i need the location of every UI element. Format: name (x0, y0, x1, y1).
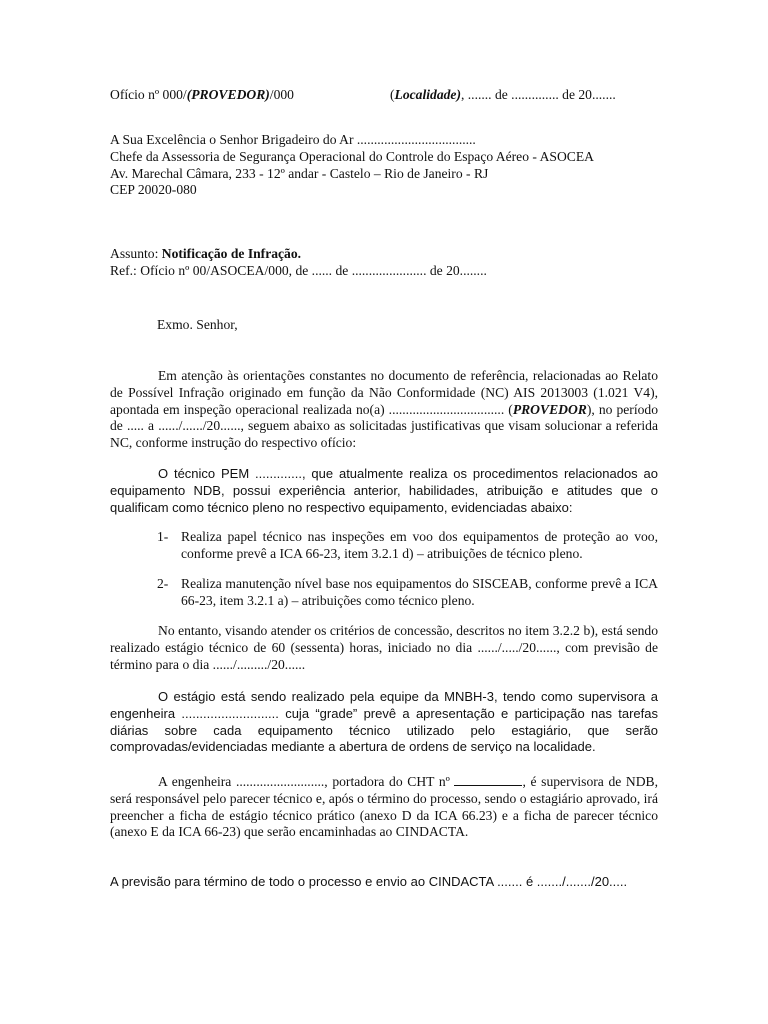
paragraph-3: No entanto, visando atender os critérios de concessão, descritos no item 3.2.2 b), está sendo realizado estágio técnico de 60 (sessenta) horas, iniciado no dia ....../...../20......, com previsão de término para o dia ....../........./20...... (110, 623, 658, 672)
subject-label: Assunto: (110, 246, 162, 261)
oficio-prefix: Ofício nº 000/ (110, 87, 187, 102)
list-item-2-text: Realiza manutenção nível base nos equipamentos do SISCEAB, conforme prevê a ICA 66-23, item 3.2.1 a) – atribuições como técnico pleno. (181, 576, 658, 608)
oficio-suffix: /000 (269, 87, 294, 102)
list-item-2 (157, 576, 658, 610)
list-item-1-number: 1- (157, 529, 169, 544)
list-item-1-text: Realiza papel técnico nas inspeções em voo dos equipamentos de proteção ao voo, conforme prevê a ICA 66-23, item 3.2.1 d) – atribuições de técnico pleno. (181, 529, 658, 561)
place-open: ( (390, 87, 395, 102)
subject-block (110, 246, 670, 280)
paragraph-1 (110, 368, 658, 452)
paragraph-2: O técnico PEM ............., que atualmente realiza os procedimentos relacionados ao equipamento NDB, possui experiência anterior, habilidades, atribuição e atitudes que o qualificam como técnico pleno no respectivo equipamento, evidenciadas abaixo: (110, 466, 658, 515)
paragraph-1-part-b: ), no período de ..... a ....../....../20......, seguem abaixo as solicitadas justificativas que visam solucionar a referida NC, conforme instrução do respectivo ofício: (110, 401, 658, 451)
subject-line (110, 246, 670, 263)
paragraph-5 (110, 773, 658, 841)
reference-line: Ref.: Ofício nº 00/ASOCEA/000, de ...... de ...................... de 20........ (110, 262, 487, 278)
place-date: , ....... de .............. de 20....... (460, 87, 616, 102)
list-item-2-number: 2- (157, 576, 169, 591)
subject-value: Notificação de Infração. (161, 246, 302, 261)
salutation: Exmo. Senhor, (157, 317, 238, 332)
recipient-line-3: Av. Marechal Câmara, 233 - 12º andar - Castelo – Rio de Janeiro - RJ (110, 165, 489, 181)
oficio-provedor: (PROVEDOR) (186, 87, 270, 102)
recipient-line-4: CEP 20020-080 (110, 182, 197, 198)
paragraph-5-part-b: , é supervisora de NDB, será responsável pelo parecer técnico e, após o término do processo, sendo o estagiário aprovado, irá preencher a ficha de estágio técnico prático (anexo D da ICA 66.23) e a ficha de parecer técnico (anexo E da ICA 66-23) que serão encaminhadas ao CINDACTA. (110, 774, 658, 840)
paragraph-1-provedor: PROVEDOR (512, 401, 587, 417)
place-date-line (390, 87, 616, 104)
paragraph-1-part-a: Em atenção às orientações constantes no documento de referência, relacionadas ao Relato de Possível Infração originado em função da Não Conformidade (NC) AIS 2013003 (1.021 V4), apontada em inspeção operacional realizada no(a) .................................. ( (110, 368, 658, 417)
oficio-header (110, 87, 670, 104)
paragraph-5-part-a: A engenheira .........................., portadora do CHT nº (158, 774, 455, 789)
place-label: Localidade) (394, 87, 461, 102)
recipient-line-1: A Sua Excelência o Senhor Brigadeiro do Ar ................................... (110, 132, 476, 147)
paragraph-4: O estágio está sendo realizado pela equipe da MNBH-3, tendo como supervisora a engenheira ........................... cuja “grade” prevê a apresentação e participação nas tarefas diárias sobre cada equipamento técnico utilizado pelo estagiário, que serão comprovadas/evidenciadas mediante a abertura de ordens de serviço na localidade. (110, 689, 658, 755)
recipient-line-2: Chefe da Assessoria de Segurança Operacional do Controle do Espaço Aéreo - ASOCEA (110, 148, 594, 164)
paragraph-6: A previsão para término de todo o processo e envio ao CINDACTA ....... é ......./......./20..... (110, 874, 628, 889)
recipient-block (110, 132, 670, 199)
list-item-1 (157, 529, 658, 563)
cht-number-blank (454, 773, 522, 786)
